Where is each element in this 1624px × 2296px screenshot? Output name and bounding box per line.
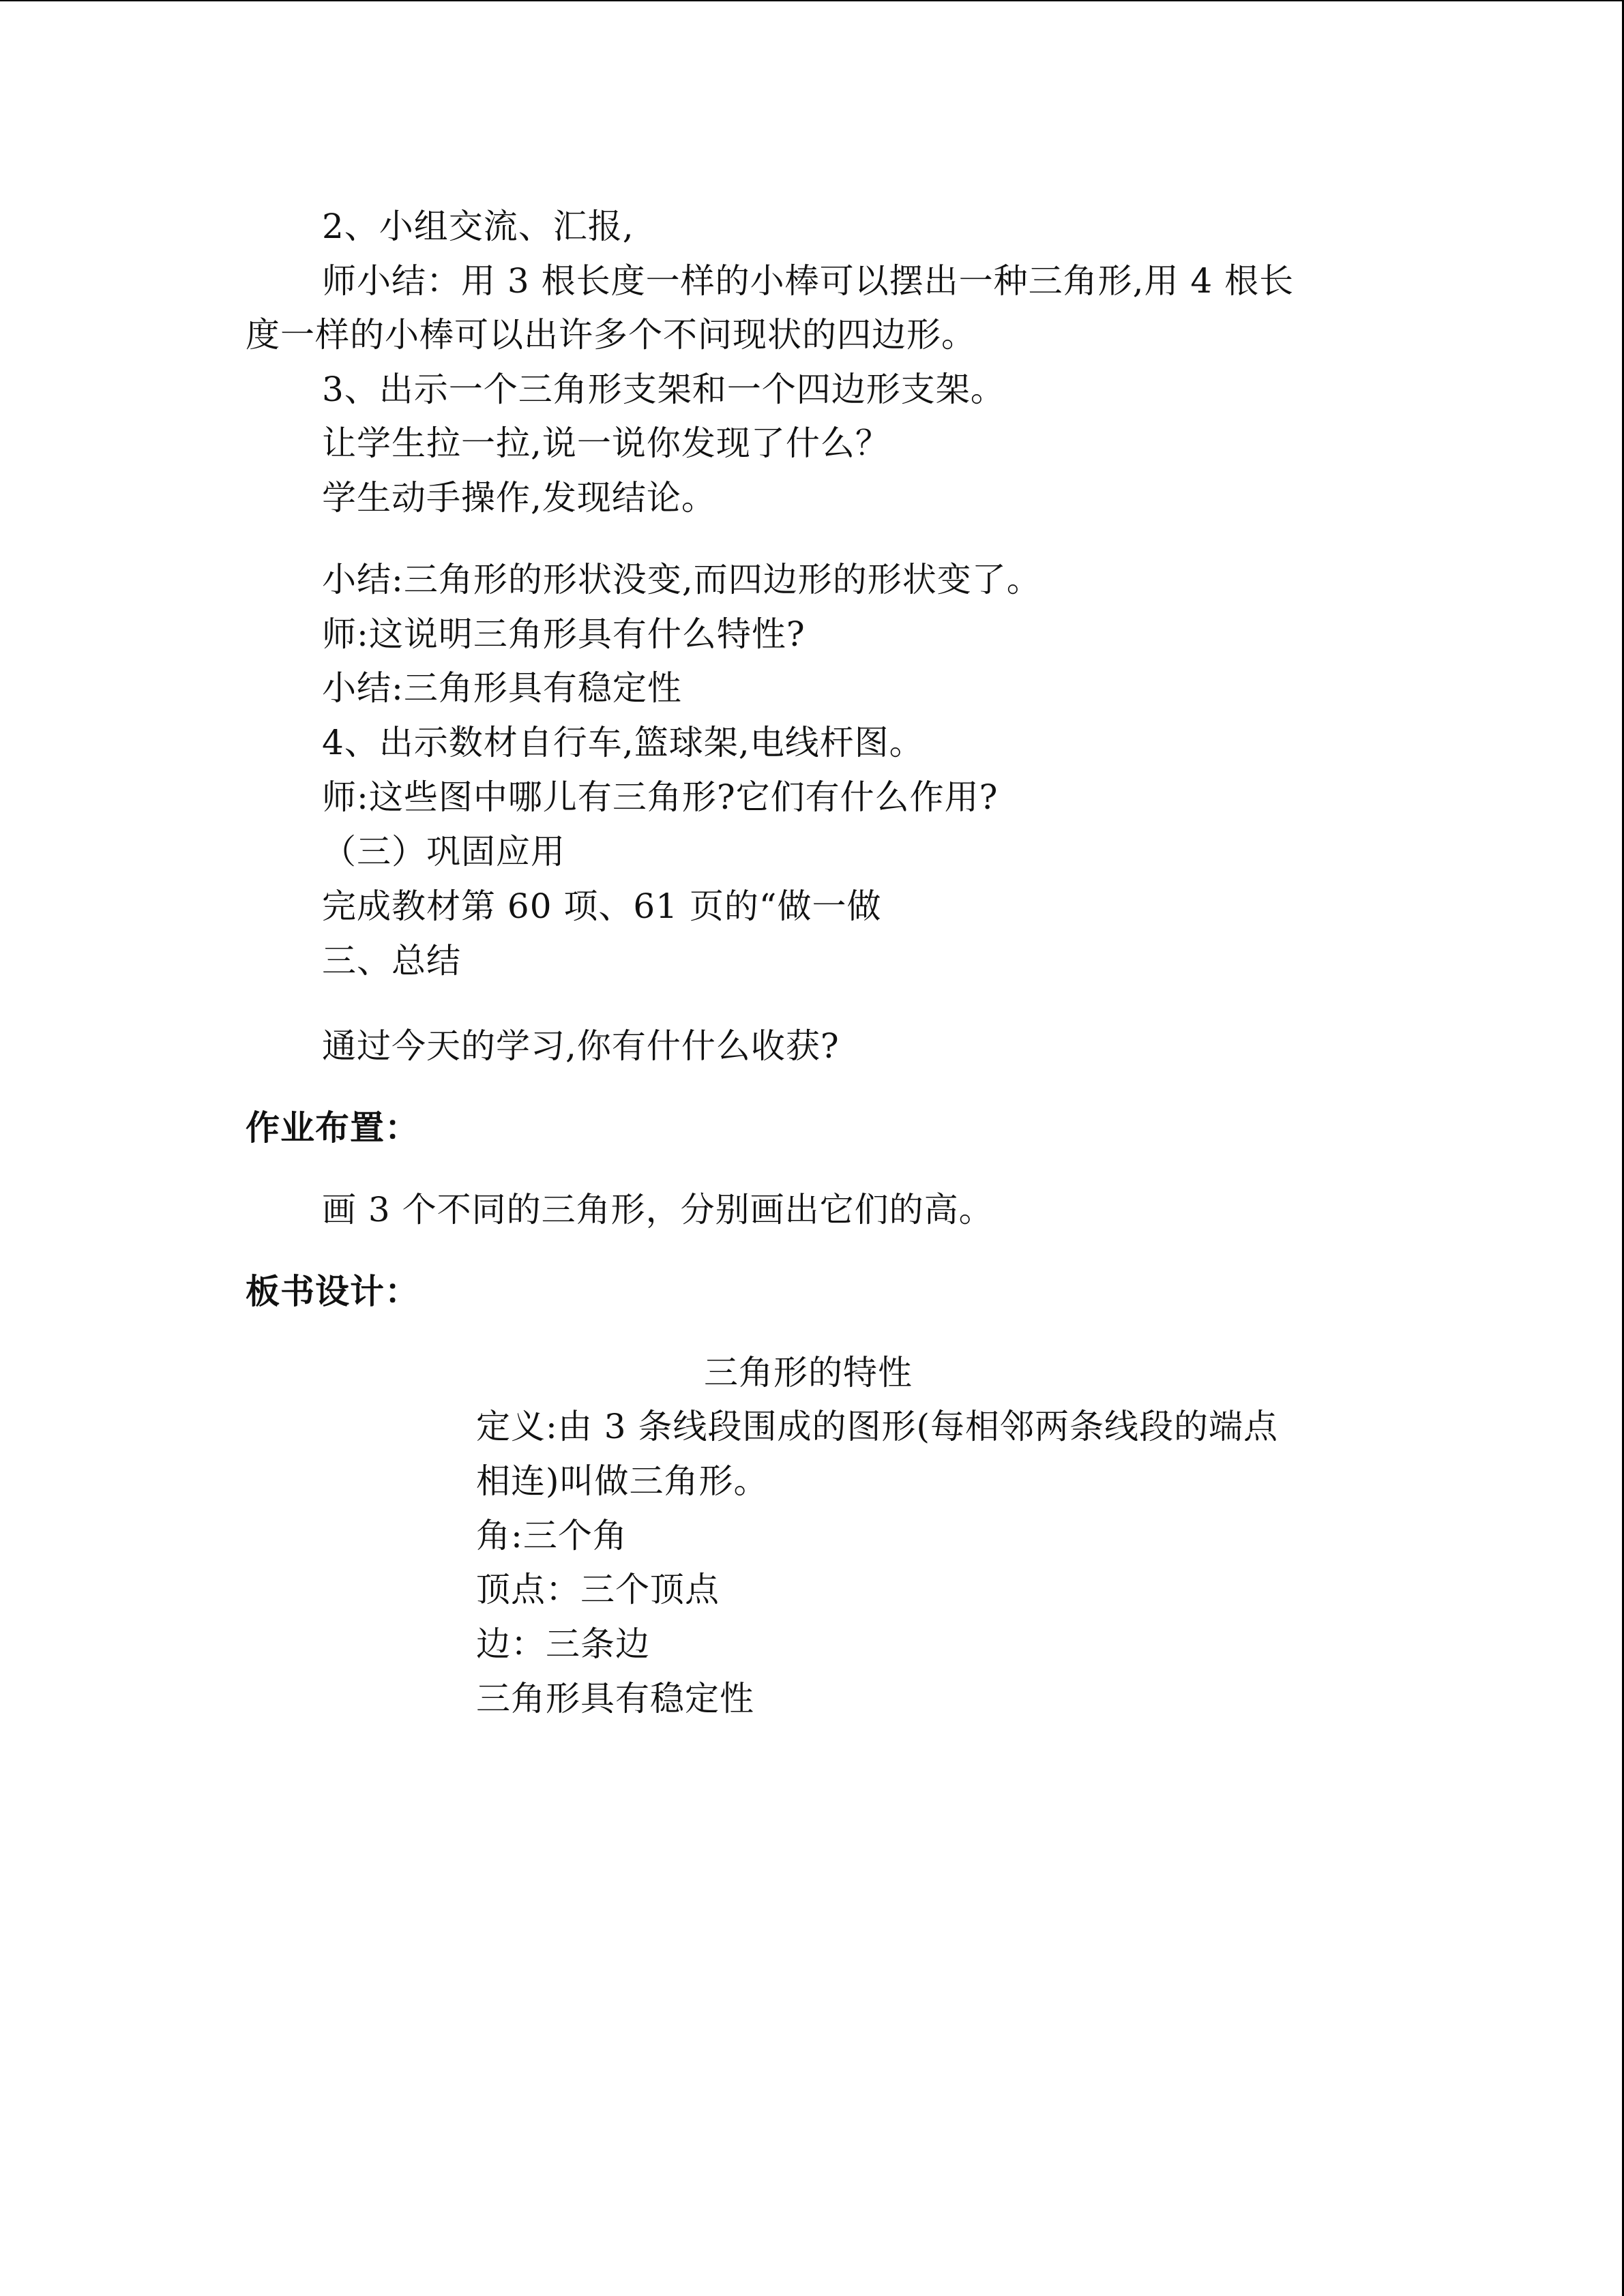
page-top-border [0,0,1623,1]
body-line: 2、小组交流、汇报, [322,207,634,246]
body-line: 度一样的小棒可以出许多个不问现状的四边形。 [246,315,976,355]
homework-text: 画 3 个不同的三角形，分别画出它们的高。 [322,1190,994,1229]
board-line: 角:三个角 [476,1516,628,1555]
body-line: 学生动手操作,发现结论。 [322,478,716,518]
board-title: 三角形的特性 [704,1353,913,1392]
body-line: 三、总结 [322,941,461,981]
body-line: 完成教材第 60 项、61 页的“做一做 [322,886,882,926]
body-line: （三）巩固应用 [322,832,565,871]
body-line: 让学生拉一拉,说一说你发现了什么？ [322,423,890,463]
board-line: 定义:由 3 条线段围成的图形(每相邻两条线段的端点 [476,1407,1278,1446]
board-heading: 板书设计： [246,1272,419,1311]
homework-heading: 作业布置： [246,1108,419,1148]
body-line: 小结:三角形的形状没变,而四边形的形状变了。 [322,560,1042,599]
board-line: 边：三条边 [476,1624,650,1664]
body-line: 师:这说明三角形具有什么特性? [322,614,806,654]
board-line: 顶点：三个顶点 [476,1570,720,1609]
body-line: 4、出示数材自行车,篮球架,电线杆图。 [322,723,924,762]
body-line: 师小结：用 3 根长度一样的小棒可以摆出一种三角形,用 4 根长 [322,261,1295,301]
body-line: 通过今天的学习,你有什什么收获? [322,1026,840,1066]
body-line: 小结:三角形具有稳定性 [322,668,682,708]
body-line: 3、出示一个三角形支架和一个四边形支架。 [322,370,1005,409]
board-line: 相连)叫做三角形。 [476,1461,769,1501]
body-line: 师:这些图中哪儿有三角形?它们有什么作用? [322,777,999,817]
board-line: 三角形具有稳定性 [476,1679,754,1718]
